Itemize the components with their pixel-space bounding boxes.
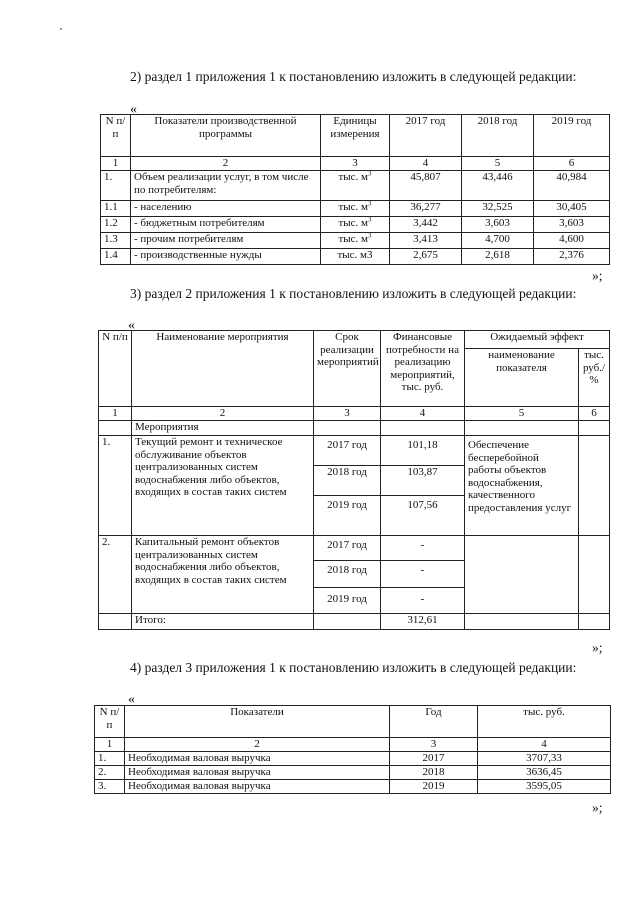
item-effect-value	[579, 536, 610, 614]
section2-close-quote: »;	[592, 268, 603, 283]
header-n: N п/п	[101, 115, 131, 157]
table-header-row	[95, 706, 611, 738]
col-num-4: 4	[478, 738, 611, 752]
group-empty	[99, 421, 132, 436]
total-row	[99, 614, 610, 630]
item-effect-value	[579, 436, 610, 536]
table-row	[99, 536, 610, 561]
row-2017: 3,413	[390, 233, 462, 249]
row-name: Необходимая валовая выручка	[125, 780, 390, 794]
table-row	[101, 201, 610, 217]
item-name: Текущий ремонт и техническое обслуживание объектов централизованных систем водоснабжения либо объектов, входящих в состав таких систем	[132, 436, 314, 536]
section3-close-quote: »;	[592, 640, 603, 655]
header-effect: Ожидаемый эффект	[465, 331, 610, 349]
table-row	[95, 780, 611, 794]
col-num-4: 4	[381, 407, 465, 421]
group-row	[99, 421, 610, 436]
row-2017: 2,675	[390, 249, 462, 265]
row-2018: 4,700	[462, 233, 534, 249]
item-year: 2018 год	[314, 561, 381, 588]
header-effect-name: наименование показателя	[465, 349, 579, 407]
row-number: 3.	[95, 780, 125, 794]
item-amount: 103,87	[381, 466, 465, 496]
row-name: Необходимая валовая выручка	[125, 752, 390, 766]
item-amount: 101,18	[381, 436, 465, 466]
row-unit: тыс. м3	[321, 249, 390, 265]
section2-open-quote: «	[130, 102, 137, 117]
col-num-6: 6	[579, 407, 610, 421]
col-num-4: 4	[390, 157, 462, 171]
revenue-table	[94, 705, 611, 794]
row-number: 1.1	[101, 201, 131, 217]
table-header-row	[99, 331, 610, 349]
row-unit: тыс. $м^3$	[321, 233, 390, 249]
table-header-row	[101, 115, 610, 157]
production-program-table	[100, 114, 610, 265]
row-number: 1.2	[101, 217, 131, 233]
table-row	[95, 752, 611, 766]
section2-intro: 2) раздел 1 приложения 1 к постановлению изложить в следующей редакции:	[130, 69, 577, 84]
table-row	[95, 766, 611, 780]
item-year: 2018 год	[314, 466, 381, 496]
col-num-2: 2	[132, 407, 314, 421]
table-row	[101, 217, 610, 233]
row-value: 3707,33	[478, 752, 611, 766]
row-year: 2018	[390, 766, 478, 780]
header-measure-name: Наименование мероприятия	[132, 331, 314, 407]
item-amount: -	[381, 561, 465, 588]
col-num-1: 1	[101, 157, 131, 171]
row-2019: 3,603	[534, 217, 610, 233]
col-num-3: 3	[314, 407, 381, 421]
row-2019: 30,405	[534, 201, 610, 217]
row-2019: 40,984	[534, 171, 610, 201]
item-amount: -	[381, 588, 465, 614]
item-name: Капитальный ремонт объектов централизованных систем водоснабжения либо объектов, входящих в состав таких систем	[132, 536, 314, 614]
header-year: Год	[390, 706, 478, 738]
row-name: - производственные нужды	[131, 249, 321, 265]
row-year: 2019	[390, 780, 478, 794]
row-2017: 3,442	[390, 217, 462, 233]
col-num-2: 2	[125, 738, 390, 752]
section3-open-quote: «	[128, 318, 135, 333]
row-2019: 4,600	[534, 233, 610, 249]
table-row	[101, 249, 610, 265]
row-name: Объем реализации услуг, в том числе по потребителям:	[131, 171, 321, 201]
row-name: - бюджетным потребителям	[131, 217, 321, 233]
row-name: - населению	[131, 201, 321, 217]
total-value: 312,61	[381, 614, 465, 630]
item-year: 2019 год	[314, 496, 381, 536]
row-unit: тыс. $м^3$	[321, 171, 390, 201]
section3-intro: 3) раздел 2 приложения 1 к постановлению изложить в следующей редакции:	[130, 286, 577, 301]
section4-close-quote: »;	[592, 800, 603, 815]
item-amount: 107,56	[381, 496, 465, 536]
item-amount: -	[381, 536, 465, 561]
header-effect-value: тыс. руб./ %	[579, 349, 610, 407]
item-effect: Обеспечение бесперебойной работы объектов водоснабжения, качественного предоставления услуг	[465, 436, 579, 536]
row-name: - прочим потребителям	[131, 233, 321, 249]
header-term: Срок реализации мероприятий	[314, 331, 381, 407]
col-num-2: 2	[131, 157, 321, 171]
header-n: N п/п	[95, 706, 125, 738]
table-row	[99, 436, 610, 466]
header-2019: 2019 год	[534, 115, 610, 157]
row-unit: тыс. $м^3$	[321, 201, 390, 217]
row-value: 3595,05	[478, 780, 611, 794]
row-2018: 32,525	[462, 201, 534, 217]
header-n: N п/п	[99, 331, 132, 407]
table-row	[101, 233, 610, 249]
item-number: 2.	[99, 536, 132, 614]
item-year: 2017 год	[314, 436, 381, 466]
row-2019: 2,376	[534, 249, 610, 265]
header-2017: 2017 год	[390, 115, 462, 157]
column-number-row	[99, 407, 610, 421]
row-2018: 43,446	[462, 171, 534, 201]
scan-speck	[60, 28, 62, 30]
header-indicator: Показатели	[125, 706, 390, 738]
header-indicator: Показатели производственной программы	[131, 115, 321, 157]
row-value: 3636,45	[478, 766, 611, 780]
table-row	[101, 171, 610, 201]
row-number: 1.3	[101, 233, 131, 249]
item-effect	[465, 536, 579, 614]
col-num-5: 5	[462, 157, 534, 171]
row-unit: тыс. $м^3$	[321, 217, 390, 233]
row-2017: 36,277	[390, 201, 462, 217]
row-number: 1.	[101, 171, 131, 201]
total-label: Итого:	[132, 614, 314, 630]
header-value: тыс. руб.	[478, 706, 611, 738]
row-number: 1.	[95, 752, 125, 766]
group-label: Мероприятия	[132, 421, 314, 436]
col-num-1: 1	[99, 407, 132, 421]
section4-open-quote: «	[128, 692, 135, 707]
row-name: Необходимая валовая выручка	[125, 766, 390, 780]
header-finance: Финансовые потребности на реализацию мероприятий, тыс. руб.	[381, 331, 465, 407]
col-num-3: 3	[390, 738, 478, 752]
item-number: 1.	[99, 436, 132, 536]
col-num-5: 5	[465, 407, 579, 421]
row-2017: 45,807	[390, 171, 462, 201]
row-2018: 3,603	[462, 217, 534, 233]
item-year: 2017 год	[314, 536, 381, 561]
header-2018: 2018 год	[462, 115, 534, 157]
row-year: 2017	[390, 752, 478, 766]
column-number-row	[101, 157, 610, 171]
measures-table	[98, 330, 610, 630]
row-2018: 2,618	[462, 249, 534, 265]
col-num-3: 3	[321, 157, 390, 171]
row-number: 2.	[95, 766, 125, 780]
col-num-1: 1	[95, 738, 125, 752]
item-year: 2019 год	[314, 588, 381, 614]
row-number: 1.4	[101, 249, 131, 265]
col-num-6: 6	[534, 157, 610, 171]
column-number-row	[95, 738, 611, 752]
header-unit: Единицы измерения	[321, 115, 390, 157]
section4-intro: 4) раздел 3 приложения 1 к постановлению изложить в следующей редакции:	[130, 660, 577, 675]
